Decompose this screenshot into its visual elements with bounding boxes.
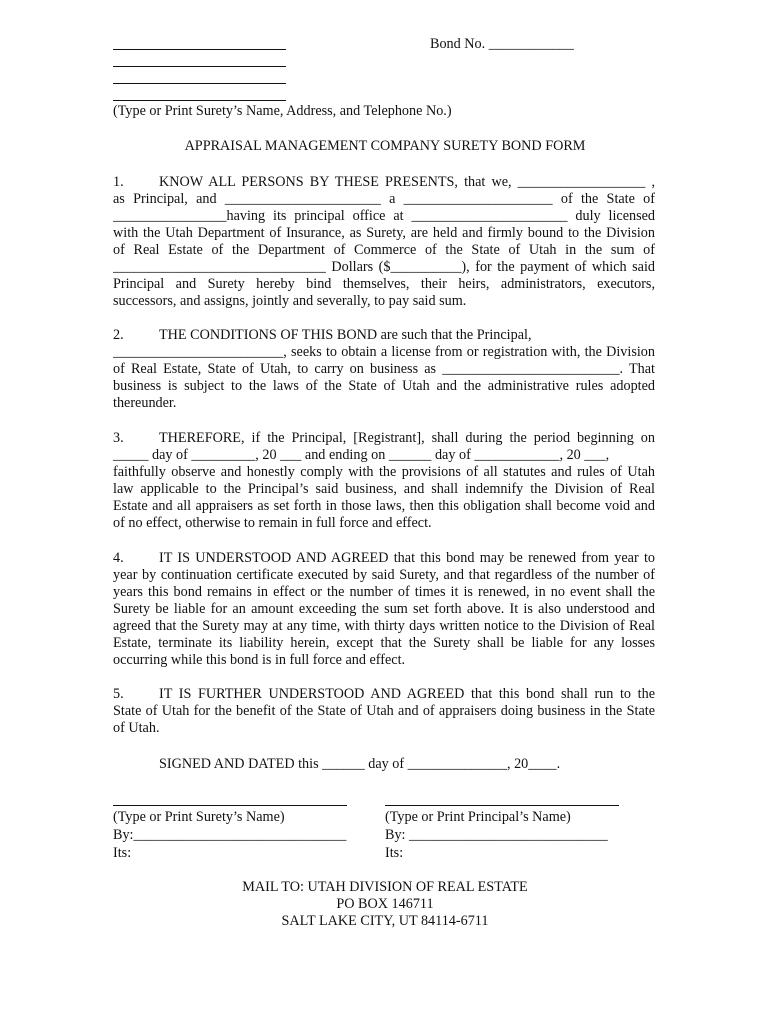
section-2-line-1: 2. THE CONDITIONS OF THIS BOND are such that the Principal, [113, 327, 532, 343]
section-3-line: Estate and all appraisers as set forth in those laws, then this obligation shall become void and [113, 498, 655, 514]
surety-name-line-4[interactable] [113, 100, 286, 101]
signed-and-dated: SIGNED AND DATED this ______ day of ______________, 20____. [159, 756, 561, 772]
section-2-line: of Real Estate, State of Utah, to carry on business as _________________________. That [113, 361, 655, 377]
surety-by-field[interactable]: By:______________________________ [113, 827, 347, 843]
principal-name-label: (Type or Print Principal’s Name) [385, 809, 571, 825]
section-3-line-1: 3. THEREFORE, if the Principal, [Registrant], shall during the period beginning on [113, 430, 655, 446]
section-4-line: year by continuation certificate executed by said Surety, and that regardless of the number of [113, 567, 655, 583]
surety-name-line-2[interactable] [113, 66, 286, 67]
bond-number-label: Bond No. ____________ [430, 36, 574, 52]
surety-name-line-1[interactable] [113, 49, 286, 50]
section-4-line-last: occurring while this bond is in full force and effect. [113, 652, 406, 668]
section-2-line: business is subject to the laws of the State of Utah and the administrative rules adopted [113, 378, 655, 394]
section-5-line-last: of Utah. [113, 720, 160, 736]
principal-by-field[interactable]: By: ____________________________ [385, 827, 608, 843]
surety-name-label: (Type or Print Surety’s Name) [113, 809, 285, 825]
section-1-line: ________________having its principal office at ______________________ duly licensed [113, 208, 655, 224]
principal-its-label: Its: [385, 845, 404, 861]
section-5-line-1: 5. IT IS FURTHER UNDERSTOOD AND AGREED that this bond shall run to the [113, 686, 655, 702]
section-3-line: faithfully observe and honestly comply with the provisions of all statutes and rules of Utah [113, 464, 655, 480]
section-1-line-last: successors, and assigns, jointly and severally, to pay said sum. [113, 293, 467, 309]
section-3-line: law applicable to the Principal’s said business, and shall indemnify the Division of Real [113, 481, 655, 497]
section-3-line: _____ day of _________, 20 ___ and ending on ______ day of ____________, 20 ___, [113, 447, 610, 463]
section-1-line: ______________________________ Dollars ($__________), for the payment of which said [113, 259, 655, 275]
principal-signature-line[interactable] [385, 805, 619, 806]
section-2-line: ________________________, seeks to obtain a license from or registration with, the Division [113, 344, 655, 360]
section-4-line: Surety be liable for an amount exceeding the sum set forth above. It is also understood and [113, 601, 655, 617]
section-4-line: Estate, terminate its liability herein, except that the Surety shall be liable for any losses [113, 635, 655, 651]
section-3-line-last: of no effect, otherwise to remain in full force and effect. [113, 515, 432, 531]
section-4 [113, 550, 655, 669]
section-1-line-1: 1. KNOW ALL PERSONS BY THESE PRESENTS, that we, __________________ , [113, 174, 655, 190]
section-1 [113, 174, 655, 310]
surety-signature-line[interactable] [113, 805, 347, 806]
section-2 [113, 327, 655, 412]
section-1-line: of Real Estate of the Department of Commerce of the State of Utah in the sum of [113, 242, 655, 258]
section-4-line-1: 4. IT IS UNDERSTOOD AND AGREED that this bond may be renewed from year to [113, 550, 655, 566]
section-1-line: with the Utah Department of Insurance, as Surety, are held and firmly bound to the Division [113, 225, 655, 241]
surety-its-label: Its: [113, 845, 132, 861]
section-4-line: agreed that the Surety may at any time, with thirty days written notice to the Division of Real [113, 618, 655, 634]
mail-to-line-1: MAIL TO: UTAH DIVISION OF REAL ESTATE [242, 879, 528, 895]
form-title: APPRAISAL MANAGEMENT COMPANY SURETY BOND FORM [184, 138, 586, 154]
section-2-line-last: thereunder. [113, 395, 177, 411]
mail-to-line-2: PO BOX 146711 [336, 896, 434, 912]
section-5 [113, 686, 655, 737]
surety-name-line-3[interactable] [113, 83, 286, 84]
section-1-line: as Principal, and ______________________ a _____________________ of the State of [113, 191, 655, 207]
section-5-line: State of Utah for the benefit of the State of Utah and of appraisers doing business in the State [113, 703, 655, 719]
section-3 [113, 430, 655, 532]
section-4-line: years this bond remains in effect or the number of times it is renewed, in no event shall the [113, 584, 655, 600]
surety-caption: (Type or Print Surety’s Name, Address, and Telephone No.) [113, 103, 452, 119]
mail-to-line-3: SALT LAKE CITY, UT 84114-6711 [281, 913, 489, 929]
section-1-line: Principal and Surety hereby bind themselves, their heirs, administrators, executors, [113, 276, 655, 292]
